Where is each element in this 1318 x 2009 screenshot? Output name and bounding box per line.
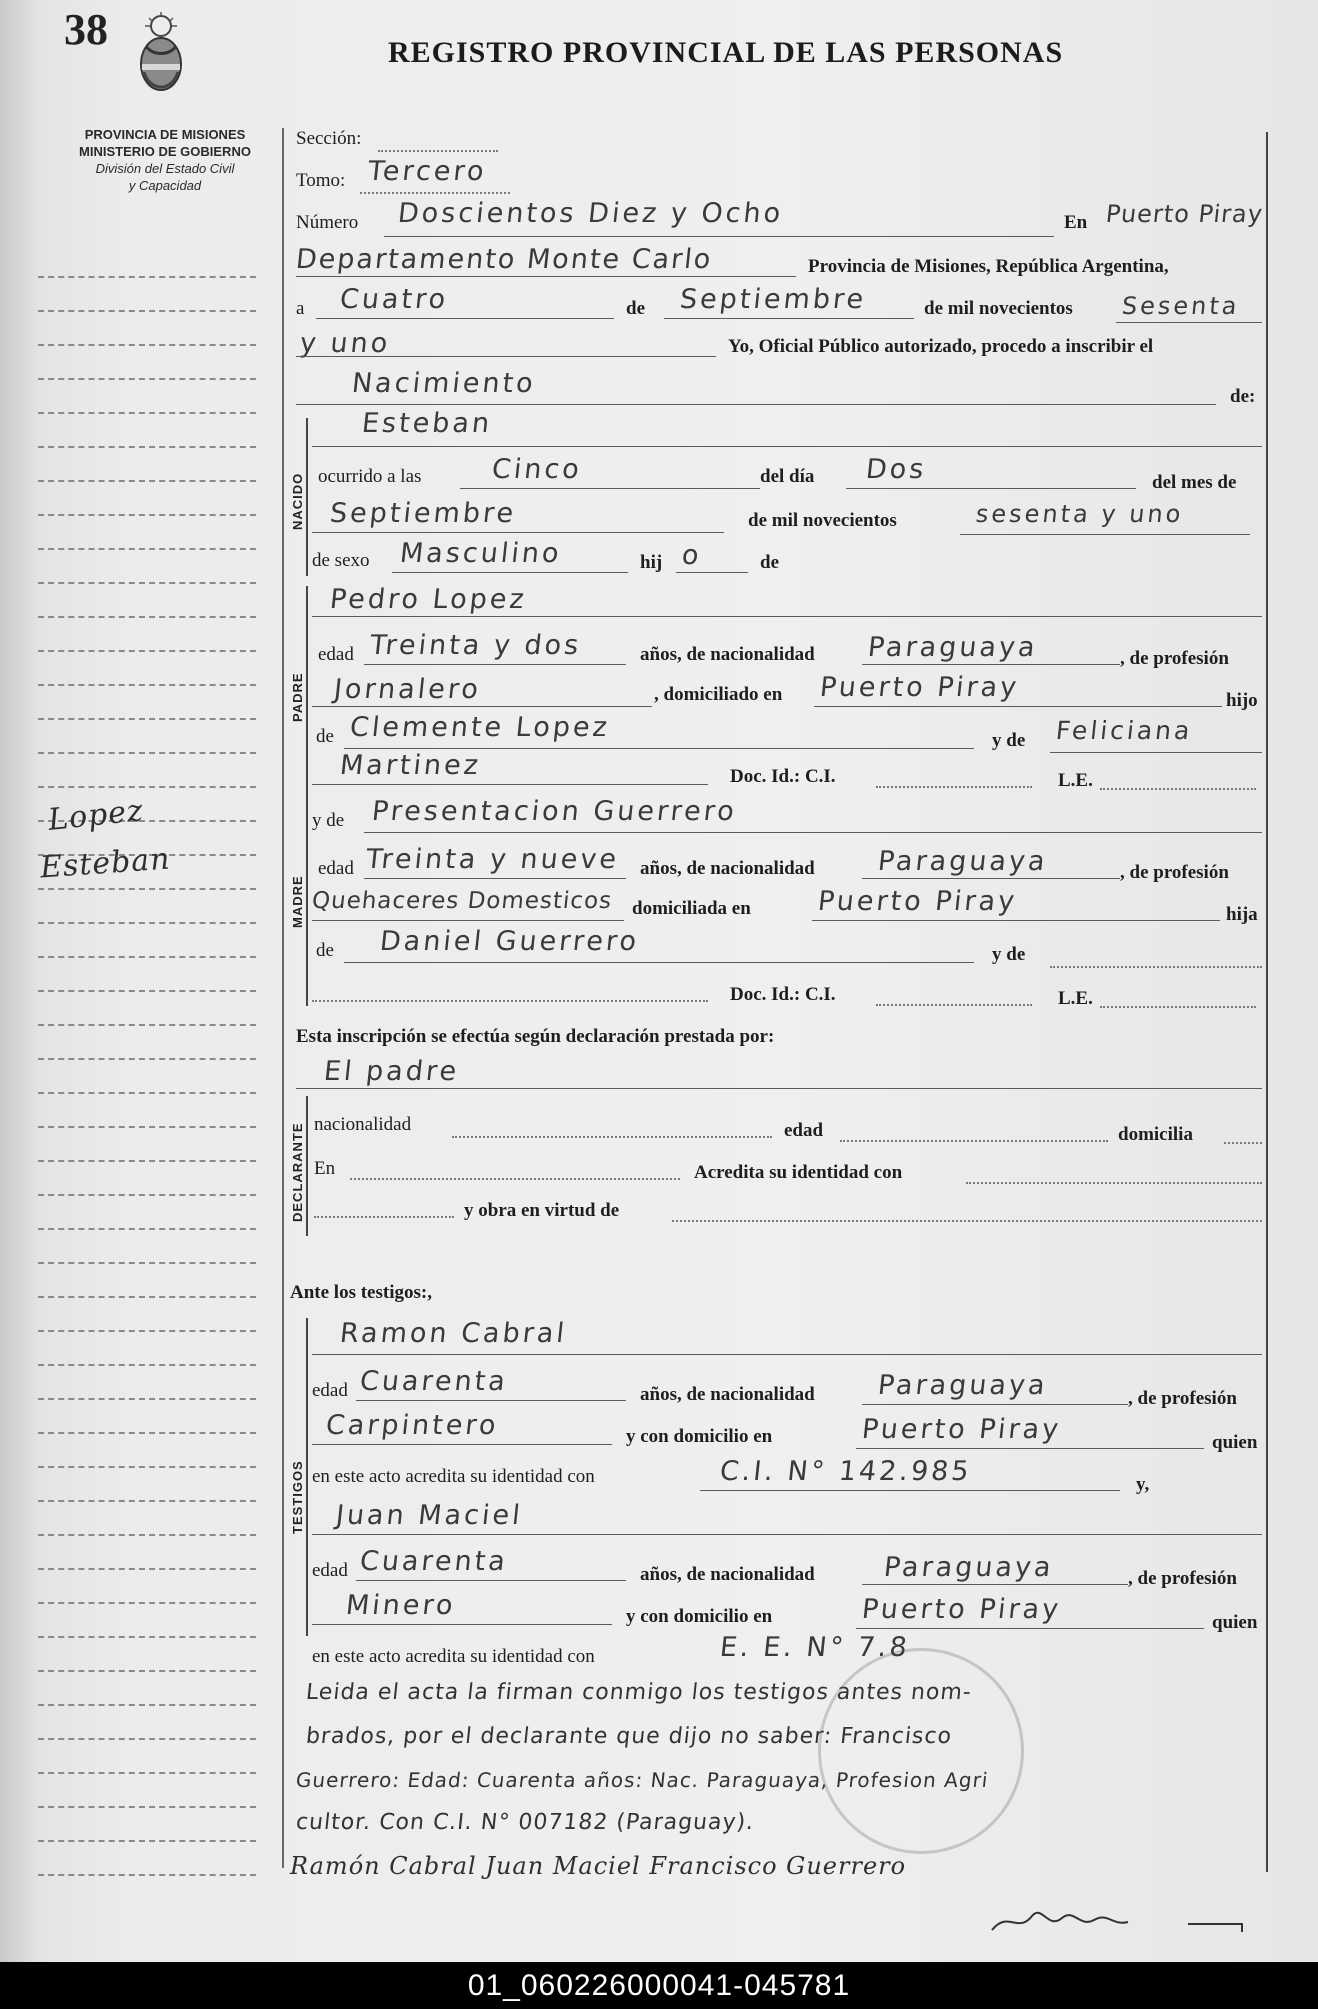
margin-ruled-line bbox=[38, 310, 256, 312]
margin-ruled-line bbox=[38, 684, 256, 686]
padre-edad-line bbox=[364, 664, 626, 665]
margin-ruled-line bbox=[38, 1058, 256, 1060]
decl-en-label: En bbox=[314, 1158, 336, 1179]
padre-hijo-de3-line bbox=[312, 784, 708, 785]
de-colon-label: de: bbox=[1230, 386, 1256, 407]
madre-side-label: MADRE bbox=[290, 875, 305, 928]
header-title: REGISTRO PROVINCIAL DE LAS PERSONAS bbox=[388, 36, 1064, 69]
t2-dom-value: Puerto Piray bbox=[860, 1594, 1063, 1625]
margin-ruled-line bbox=[38, 1636, 256, 1638]
madre-nombre-value: Presentacion Guerrero bbox=[370, 796, 739, 827]
madre-bracket bbox=[306, 800, 308, 1006]
del-dia-label: del día bbox=[760, 466, 815, 487]
anio-value-2: y uno bbox=[298, 328, 392, 359]
province-block bbox=[60, 126, 270, 194]
nota-line-1: Leida el acta la firman conmigo los testigos antes nom- bbox=[304, 1680, 974, 1705]
right-border bbox=[1266, 132, 1268, 1872]
margin-ruled-line bbox=[38, 1398, 256, 1400]
padre-nombre-line bbox=[312, 616, 1262, 617]
sexo-line bbox=[392, 572, 628, 573]
margin-ruled-line bbox=[38, 1500, 256, 1502]
margin-ruled-line bbox=[38, 582, 256, 584]
nombre-value: Esteban bbox=[360, 408, 494, 439]
padre-edad-value: Treinta y dos bbox=[368, 630, 583, 661]
padre-hijo-de2-value: Feliciana bbox=[1054, 716, 1194, 745]
margin-ruled-line bbox=[38, 888, 256, 890]
madre-y-de2-line bbox=[1050, 966, 1262, 968]
padre-dom-value: Puerto Piray bbox=[818, 672, 1021, 703]
margin-ruled-line bbox=[38, 1364, 256, 1366]
padre-le-label: L.E. bbox=[1058, 770, 1093, 791]
anio-line-2 bbox=[296, 356, 716, 357]
de-label: de bbox=[626, 298, 645, 319]
tomo-line bbox=[360, 192, 510, 194]
margin-ruled-line bbox=[38, 1602, 256, 1604]
margin-ruled-line bbox=[38, 1296, 256, 1298]
margin-ruled-line bbox=[38, 1466, 256, 1468]
t2-edad-value: Cuarenta bbox=[358, 1546, 510, 1577]
a-label: a bbox=[296, 298, 305, 319]
en-label: En bbox=[1064, 212, 1088, 233]
madre-y-de2-label: y de bbox=[992, 944, 1026, 965]
hijo-label: hijo bbox=[1226, 690, 1258, 711]
mes-value: Septiembre bbox=[678, 284, 868, 315]
padre-nac-value: Paraguaya bbox=[866, 632, 1040, 663]
padre-hijo-de-line bbox=[344, 748, 974, 749]
t2-prof-line bbox=[312, 1624, 612, 1625]
madre-prof-line bbox=[312, 920, 624, 921]
seccion-label: Sección: bbox=[296, 128, 362, 149]
signatures: Ramón Cabral Juan Maciel Francisco Guerrero bbox=[290, 1852, 907, 1880]
margin-ruled-line bbox=[38, 990, 256, 992]
tomo-label: Tomo: bbox=[296, 170, 346, 191]
tomo-value: Tercero bbox=[366, 156, 489, 187]
hija-label: hija bbox=[1226, 904, 1258, 925]
nacido-bracket bbox=[306, 418, 308, 576]
t1-acredita-label: en este acto acredita su identidad con bbox=[312, 1466, 595, 1487]
t2-edad-line bbox=[356, 1580, 626, 1581]
margin-ruled-line bbox=[38, 1738, 256, 1740]
madre-le-line bbox=[1100, 1006, 1256, 1008]
t1-prof-label: , de profesión bbox=[1128, 1388, 1237, 1409]
margin-ruled-line bbox=[38, 1330, 256, 1332]
official-stamp-icon bbox=[818, 1648, 1024, 1854]
padre-prof-value: Jornalero bbox=[332, 674, 483, 705]
t1-edad-label: edad bbox=[312, 1380, 348, 1401]
madre-le-label: L.E. bbox=[1058, 988, 1093, 1009]
t2-quien-label: quien bbox=[1212, 1612, 1258, 1633]
hij-label: hij bbox=[640, 552, 663, 573]
province-line-4: y Capacidad bbox=[128, 178, 202, 193]
margin-given-name: Esteban bbox=[38, 841, 172, 886]
padre-nac-label: años, de nacionalidad bbox=[640, 644, 815, 665]
sexo-value: Masculino bbox=[398, 538, 564, 569]
madre-nombre-line bbox=[364, 832, 1262, 833]
t2-dom-line bbox=[856, 1628, 1204, 1629]
t1-quien-label: quien bbox=[1212, 1432, 1258, 1453]
dia-nac-value: Dos bbox=[864, 454, 929, 485]
nota-line-4: cultor. Con C.I. N° 007182 (Paraguay). bbox=[294, 1810, 756, 1835]
madre-dom-value: Puerto Piray bbox=[816, 886, 1019, 917]
provincia-label: Provincia de Misiones, República Argentina, bbox=[808, 256, 1169, 277]
madre-dom-line bbox=[812, 920, 1220, 921]
numero-label: Número bbox=[296, 212, 359, 233]
madre-hija-de-value: Daniel Guerrero bbox=[378, 926, 641, 957]
t2-nac-line bbox=[862, 1584, 1128, 1585]
del-mes-label: del mes de bbox=[1152, 472, 1237, 493]
margin-ruled-line bbox=[38, 378, 256, 380]
t1-doc-line bbox=[700, 1490, 1120, 1491]
nota-line-3: Guerrero: Edad: Cuarenta años: Nac. Paraguaya, Profesion Agri bbox=[294, 1768, 990, 1792]
declarante-line bbox=[296, 1088, 1262, 1089]
numero-value: Doscientos Diez y Ocho bbox=[396, 198, 785, 229]
madre-prof-label: , de profesión bbox=[1120, 862, 1229, 883]
madre-prof-value: Quehaceres Domesticos bbox=[310, 888, 614, 914]
province-line-2: MINISTERIO DE GOBIERNO bbox=[79, 144, 251, 159]
obra-pre-line bbox=[314, 1216, 454, 1218]
padre-hijo-de-value: Clemente Lopez bbox=[348, 712, 612, 743]
padre-doc-line bbox=[876, 786, 1032, 788]
margin-ruled-line bbox=[38, 650, 256, 652]
madre-doc-label: Doc. Id.: C.I. bbox=[730, 984, 836, 1005]
padre-nac-line bbox=[862, 664, 1120, 665]
padre-prof-line bbox=[312, 706, 652, 707]
dia-nac-line bbox=[846, 488, 1136, 489]
margin-ruled-line bbox=[38, 1092, 256, 1094]
t1-nac-label: años, de nacionalidad bbox=[640, 1384, 815, 1405]
hij-value: o bbox=[680, 540, 704, 571]
sexo-label: de sexo bbox=[312, 550, 370, 571]
t1-prof-value: Carpintero bbox=[324, 1410, 501, 1441]
margin-ruled-line bbox=[38, 1160, 256, 1162]
t1-dom-line bbox=[856, 1448, 1204, 1449]
t2-nac-label: años, de nacionalidad bbox=[640, 1564, 815, 1585]
oficial-label: Yo, Oficial Público autorizado, procedo a inscribir el bbox=[728, 336, 1154, 357]
margin-rule bbox=[282, 128, 284, 1868]
margin-ruled-line bbox=[38, 752, 256, 754]
madre-edad-value: Treinta y nueve bbox=[364, 844, 621, 875]
inscripcion-label: Esta inscripción se efectúa según declaración prestada por: bbox=[296, 1026, 775, 1047]
seccion-line bbox=[378, 150, 498, 152]
footer-id: 01_060226000041-045781 bbox=[0, 1962, 1318, 2009]
obra-line bbox=[672, 1220, 1262, 1222]
margin-ruled-line bbox=[38, 344, 256, 346]
madre-de-label: de bbox=[316, 940, 334, 961]
t2-doc-value: E. E. N° 7.8 bbox=[718, 1632, 912, 1663]
anio-value-1: Sesenta bbox=[1120, 292, 1242, 320]
padre-doc-label: Doc. Id.: C.I. bbox=[730, 766, 836, 787]
decl-edad-label: edad bbox=[784, 1120, 824, 1141]
t2-prof-label: , de profesión bbox=[1128, 1568, 1237, 1589]
obra-label: y obra en virtud de bbox=[464, 1200, 620, 1221]
coat-of-arms-icon bbox=[136, 12, 186, 96]
anio-nac-line bbox=[960, 534, 1250, 535]
margin-ruled-line bbox=[38, 548, 256, 550]
page-number: 38 bbox=[64, 5, 108, 54]
declarante-bracket bbox=[306, 1096, 308, 1236]
margin-ruled-line bbox=[38, 786, 256, 788]
t1-edad-value: Cuarenta bbox=[358, 1366, 510, 1397]
margin-ruled-line bbox=[38, 1534, 256, 1536]
margin-ruled-line bbox=[38, 1262, 256, 1264]
madre-nac-line bbox=[862, 878, 1120, 879]
margin-ruled-line bbox=[38, 1874, 256, 1876]
madre-y-de-label: y de bbox=[312, 810, 345, 831]
dia-line bbox=[316, 318, 614, 319]
madre-edad-line bbox=[364, 878, 626, 879]
padre-bracket bbox=[306, 586, 308, 802]
t2-nac-value: Paraguaya bbox=[882, 1552, 1056, 1583]
margin-ruled-line bbox=[38, 922, 256, 924]
margin-ruled-line bbox=[38, 1704, 256, 1706]
padre-hijo-de3-value: Martinez bbox=[338, 750, 483, 781]
declarante-side-label: DECLARANTE bbox=[290, 1122, 305, 1222]
margin-ruled-line bbox=[38, 276, 256, 278]
testigos-bracket bbox=[306, 1318, 308, 1636]
nombre-line bbox=[312, 446, 1262, 447]
t1-y-label: y, bbox=[1136, 1474, 1150, 1495]
departamento-value: Departamento Monte Carlo bbox=[294, 244, 714, 275]
domicilia-line bbox=[1224, 1142, 1262, 1144]
ocurrido-label: ocurrido a las bbox=[318, 466, 422, 487]
madre-doc-line bbox=[876, 1004, 1032, 1006]
t2-acredita-label: en este acto acredita su identidad con bbox=[312, 1646, 595, 1667]
t2-prof-value: Minero bbox=[344, 1590, 458, 1621]
t2-dom-label: y con domicilio en bbox=[626, 1606, 773, 1627]
acredita-line bbox=[966, 1182, 1262, 1184]
declarante-value: El padre bbox=[322, 1056, 461, 1087]
margin-ruled-line bbox=[38, 446, 256, 448]
padre-le-line bbox=[1100, 788, 1256, 790]
mil-novecientos-label: de mil novecientos bbox=[924, 298, 1073, 319]
domicilia-label: domicilia bbox=[1118, 1124, 1193, 1145]
nacionalidad-label: nacionalidad bbox=[314, 1114, 412, 1135]
margin-ruled-line bbox=[38, 616, 256, 618]
mes-nac-line bbox=[312, 532, 724, 533]
nacionalidad-line bbox=[452, 1136, 772, 1138]
t2-edad-label: edad bbox=[312, 1560, 348, 1581]
madre-edad-label: edad bbox=[318, 858, 354, 879]
testigo1-nombre-value: Ramon Cabral bbox=[338, 1318, 569, 1349]
t1-nac-value: Paraguaya bbox=[876, 1370, 1050, 1401]
madre-hija-de-line bbox=[344, 962, 974, 963]
en-value: Puerto Piray bbox=[1104, 200, 1265, 228]
margin-ruled-line bbox=[38, 1670, 256, 1672]
madre-nac-value: Paraguaya bbox=[876, 846, 1050, 877]
testigos-label: Ante los testigos:, bbox=[290, 1282, 432, 1303]
decl-en-line bbox=[350, 1178, 680, 1180]
province-line-3: División del Estado Civil bbox=[95, 161, 235, 176]
province-line-1: PROVINCIA DE MISIONES bbox=[84, 127, 246, 142]
margin-ruled-line bbox=[38, 1568, 256, 1570]
padre-edad-label: edad bbox=[318, 644, 354, 665]
hij-line bbox=[676, 572, 748, 573]
margin-ruled-line bbox=[38, 514, 256, 516]
t1-dom-label: y con domicilio en bbox=[626, 1426, 773, 1447]
margin-ruled-line bbox=[38, 1840, 256, 1842]
padre-hijo-de2-line bbox=[1050, 752, 1262, 753]
decl-edad-line bbox=[840, 1140, 1108, 1142]
departamento-line bbox=[296, 276, 796, 277]
numero-line bbox=[384, 236, 1054, 237]
dia-value: Cuatro bbox=[338, 284, 450, 315]
margin-ruled-line bbox=[38, 480, 256, 482]
margin-ruled-line bbox=[38, 1024, 256, 1026]
hora-value: Cinco bbox=[490, 454, 584, 485]
testigos-side-label: TESTIGOS bbox=[290, 1460, 305, 1534]
padre-dom-line bbox=[814, 706, 1222, 707]
t1-edad-line bbox=[356, 1400, 626, 1401]
acredita-label: Acredita su identidad con bbox=[694, 1162, 903, 1183]
nota-line-2: brados, por el declarante que dijo no saber: Francisco bbox=[304, 1724, 954, 1749]
madre-line-2 bbox=[312, 1000, 708, 1002]
t1-nac-line bbox=[862, 1404, 1128, 1405]
anio-nac-value: sesenta y uno bbox=[974, 500, 1185, 528]
margin-ruled-line bbox=[38, 1432, 256, 1434]
mil-novecientos-2-label: de mil novecientos bbox=[748, 510, 897, 531]
margin-surname: Lopez bbox=[46, 793, 146, 838]
t1-prof-line bbox=[312, 1444, 612, 1445]
padre-y-de-label: y de bbox=[992, 730, 1026, 751]
padre-side-label: PADRE bbox=[290, 672, 305, 722]
nacido-side-label: NACIDO bbox=[290, 472, 305, 530]
hij-de-label: de bbox=[760, 552, 779, 573]
t1-doc-value: C.I. N° 142.985 bbox=[718, 1456, 974, 1487]
margin-ruled-line bbox=[38, 1126, 256, 1128]
hora-line bbox=[460, 488, 760, 489]
acto-value: Nacimiento bbox=[350, 368, 538, 399]
testigo1-nombre-line bbox=[312, 1354, 1262, 1355]
acto-line bbox=[296, 404, 1216, 405]
margin-ruled-line bbox=[38, 1772, 256, 1774]
padre-nombre-value: Pedro Lopez bbox=[328, 584, 529, 615]
padre-prof-label: , de profesión bbox=[1120, 648, 1229, 669]
t1-dom-value: Puerto Piray bbox=[860, 1414, 1063, 1445]
mes-nac-value: Septiembre bbox=[328, 498, 518, 529]
margin-ruled-line bbox=[38, 412, 256, 414]
domiciliado-label: , domiciliado en bbox=[654, 684, 783, 705]
margin-ruled-line bbox=[38, 1228, 256, 1230]
margin-ruled-line bbox=[38, 956, 256, 958]
margin-ruled-line bbox=[38, 1194, 256, 1196]
testigo2-nombre-value: Juan Maciel bbox=[334, 1500, 525, 1531]
anio-line-1 bbox=[1116, 322, 1262, 323]
padre-de-label: de bbox=[316, 726, 334, 747]
madre-nac-label: años, de nacionalidad bbox=[640, 858, 815, 879]
domiciliada-label: domiciliada en bbox=[632, 898, 751, 919]
official-signature-icon bbox=[988, 1900, 1248, 1940]
mes-line bbox=[664, 318, 914, 319]
testigo2-nombre-line bbox=[312, 1534, 1262, 1535]
margin-ruled-line bbox=[38, 718, 256, 720]
margin-ruled-line bbox=[38, 1806, 256, 1808]
